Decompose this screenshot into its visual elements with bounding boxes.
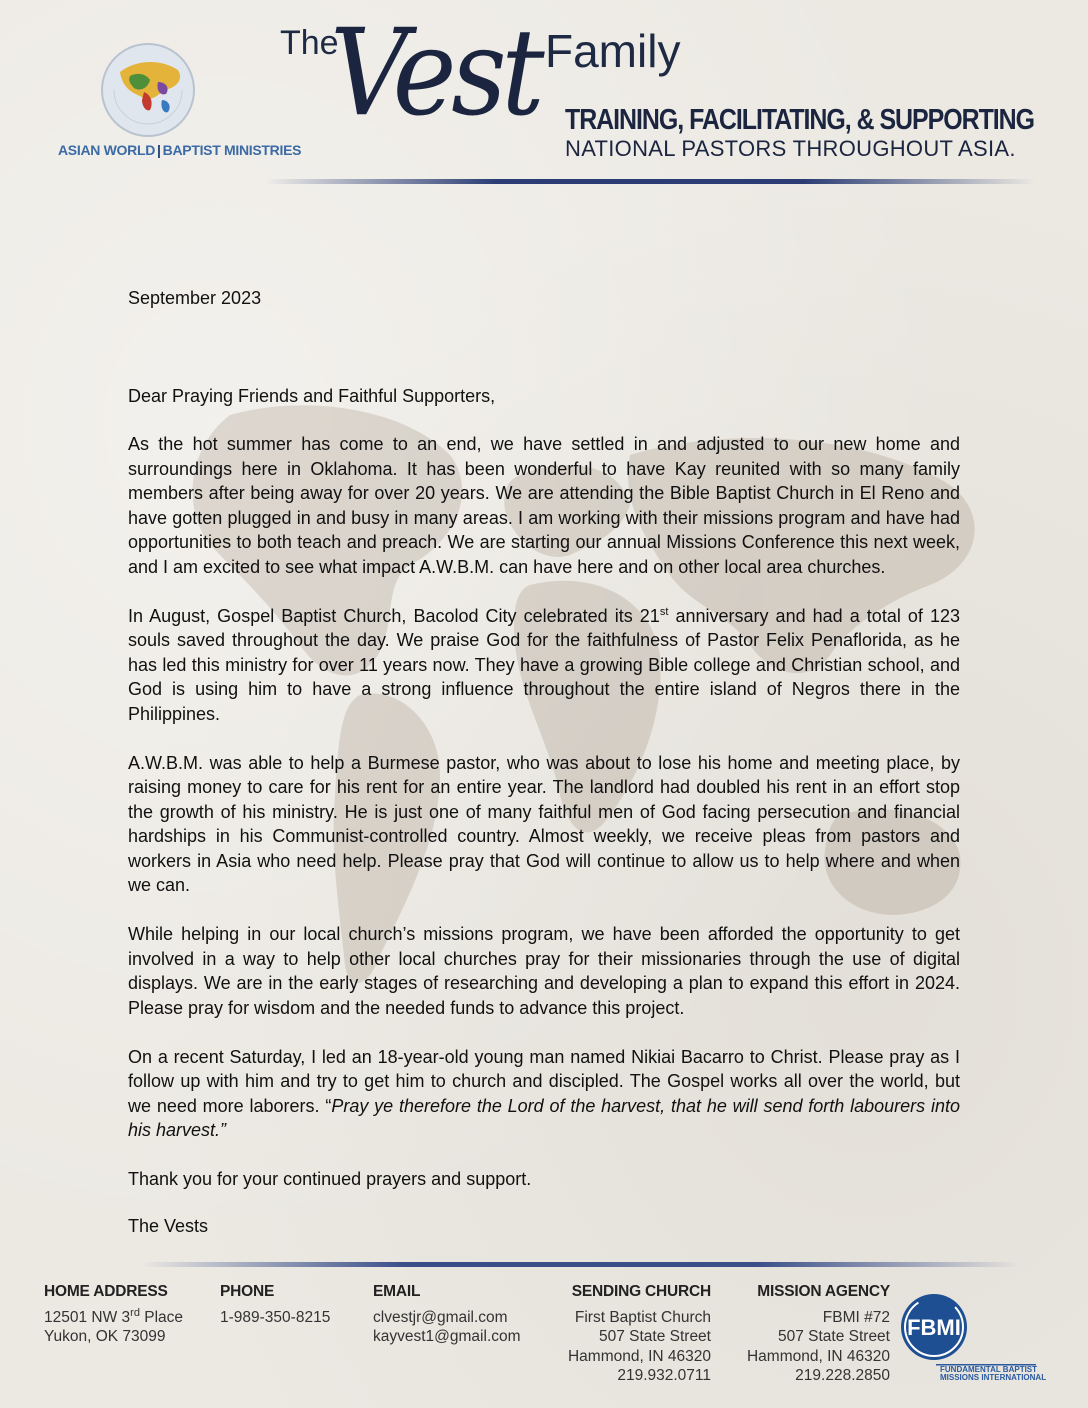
footer-mission-agency: MISSION AGENCY FBMI #72 507 State Street Hammond, IN 46320 219.228.2850 — [746, 1283, 890, 1384]
footer-divider — [140, 1262, 1020, 1267]
paragraph-5: On a recent Saturday, I led an 18-year-old young man named Nikiai Bacarro to Christ. Please pray as I follow up with him and try to get him to church and discipled. The Gospel works all over the world, but we need more laborers. “Pray ye therefore the Lord of the harvest, that he will send forth labourers into his harvest.” — [128, 1046, 960, 1140]
phone-number[interactable]: 1-989-350-8215 — [220, 1308, 331, 1326]
title-the: The — [280, 24, 339, 62]
paragraph-3: A.W.B.M. was able to help a Burmese pastor, who was about to lose his home and meeting place, by raising money to care for his rent for an entire year. The landlord had doubled his rent in an effort stop the growth of his ministry. He is just one of many faithful men of God facing persecution and financial hardships in his Communist-controlled country. Almost weekly, we receive pleas from pastors and workers in Asia who need help. Please pray that God will continue to allow us to help where and when we can. — [128, 752, 960, 895]
scripture-quote: Pray ye therefore the Lord of the harvest, that he will send forth labourers into his harvest.” — [128, 1095, 960, 1140]
awbm-logo-text: ASIAN WORLD | BAPTIST MINISTRIES — [58, 142, 302, 158]
letter-signature: The Vests — [128, 1215, 209, 1236]
footer-home-address: HOME ADDRESS 12501 NW 3rd Place Yukon, OK 73099 — [44, 1283, 184, 1345]
fbmi-caption: FUNDAMENTAL BAPTIST MISSIONS INTERNATIONAL — [940, 1365, 1047, 1382]
footer-email: EMAIL clvestjr@gmail.com kayvest1@gmail.com — [373, 1283, 521, 1345]
awbm-logo — [52, 38, 302, 163]
letter-body — [128, 286, 960, 1238]
letter-date: September 2023 — [128, 288, 262, 308]
title-family: Family — [545, 25, 681, 77]
footer-phone: PHONE 1-989-350-8215 — [220, 1283, 331, 1326]
paragraph-2: In August, Gospel Baptist Church, Bacolod City celebrated its 21st anniversary and had a total of 123 souls saved throughout the day. We praise God for the faithfulness of Pastor Felix Penaflorida, as he has led this ministry for over 11 years now. They have a growing Bible college and Christian school, and God is using him to have a strong influence throughout the entire island of Negros there in the Philippines. — [128, 605, 960, 724]
paragraph-1: As the hot summer has come to an end, we have settled in and adjusted to our new home and surroundings here in Oklahoma. It has been wonderful to have Kay reunited with so many family members after being away for over 20 years. We are attending the Bible Baptist Church in El Reno and have gotten plugged in and busy in many areas. I am working with their missions program and have had opportunities to both teach and preach. We are starting our annual Missions Conference this next week, and I am excited to see what impact A.W.B.M. can have here and on other local area churches. — [128, 434, 960, 577]
letter-closing: Thank you for your continued prayers and support. — [128, 1169, 532, 1189]
header-divider — [265, 179, 1035, 184]
email-link-1[interactable]: clvestjr@gmail.com — [373, 1308, 508, 1326]
email-link-2[interactable]: kayvest1@gmail.com — [373, 1328, 521, 1345]
footer-sending-church: SENDING CHURCH First Baptist Church 507 State Street Hammond, IN 46320 219.932.0711 — [567, 1283, 711, 1384]
globe-icon — [100, 42, 196, 138]
paragraph-4: While helping in our local church’s missions program, we have been afforded the opportunity to get involved in a way to help other local churches pray for their missionaries through the use of digital displays. We are in the early stages of researching and developing a plan to expand this effort in 2024. Please pray for wisdom and the needed funds to advance this project. — [128, 924, 960, 1018]
tagline-primary: TRAINING, FACILITATING, & SUPPORTING — [565, 104, 1035, 136]
tagline-secondary: NATIONAL PASTORS THROUGHOUT ASIA. — [565, 136, 1016, 161]
svg-text:FBMI: FBMI — [907, 1315, 961, 1340]
letter-greeting: Dear Praying Friends and Faithful Supporters, — [128, 385, 496, 406]
title-vest: Vest — [330, 4, 540, 143]
